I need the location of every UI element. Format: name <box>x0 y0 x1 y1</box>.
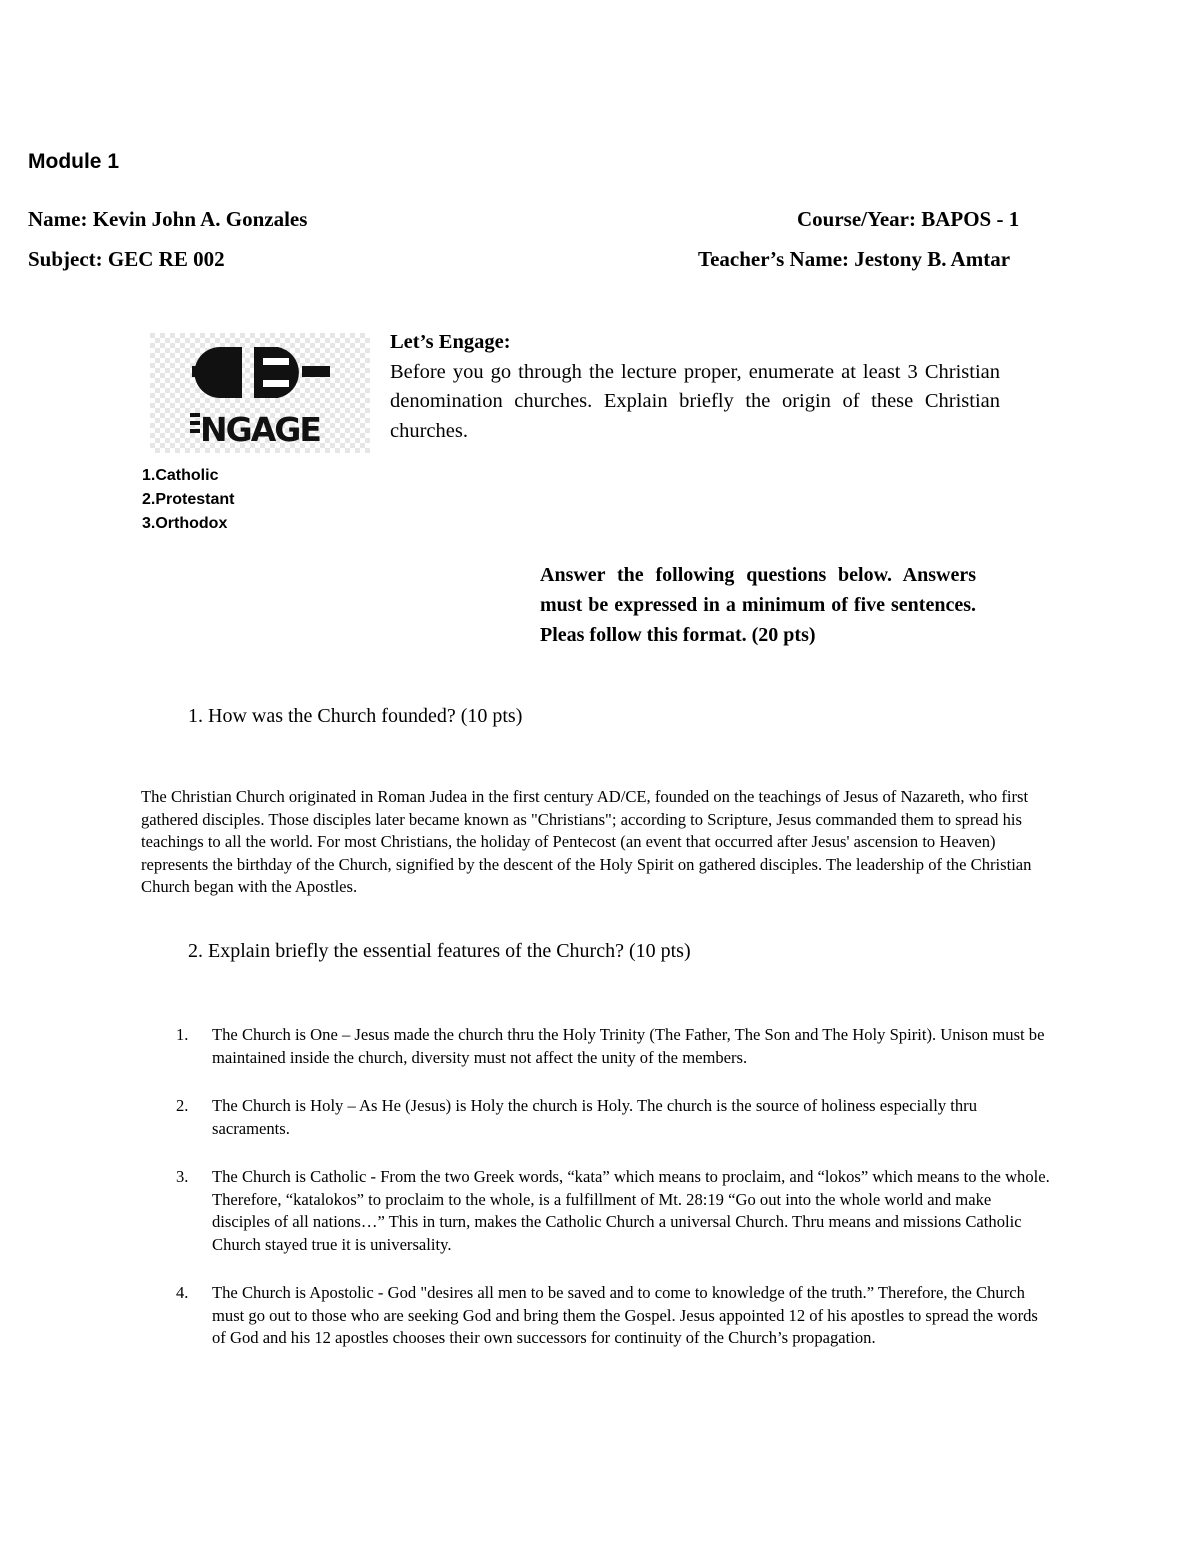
list-item: 1.Catholic <box>142 467 219 484</box>
engage-section <box>390 328 1000 446</box>
denomination-list <box>142 464 234 536</box>
student-name: Name: Kevin John A. Gonzales <box>28 207 308 231</box>
list-number: 4. <box>176 1283 189 1302</box>
feature-text: The Church is Catholic - From the two Greek words, “kata” which means to proclaim, and “lokos” which means to the whole. Therefore, “katalokos” to proclaim to the whole, is a fulfillment of Mt. 28:19 “Go out into the whole world and make disciples of all nations…” This in turn, makes the Catholic Church a universal Church. Thru means and missions Catholic Church stayed true it is universality. <box>212 1167 1050 1254</box>
list-number: 3. <box>176 1167 189 1186</box>
list-item <box>170 1024 1050 1069</box>
answer-1: The Christian Church originated in Roman Judea in the first century AD/CE, founded on the teachings of Jesus of Nazareth, who first gathered disciples. Those disciples later became known as "Christians"; according to Scripture, Jesus commanded them to spread his teachings to all the world. For most Christians, the holiday of Pentecost (an event that occurred after Jesus' ascension to Heaven) represents the birthday of the Church, signified by the descent of the Holy Spirit on gathered disciples. The leadership of the Christian Church began with the Apostles. <box>141 787 1032 896</box>
engage-instructions: Before you go through the lecture proper, enumerate at least 3 Christian denomination churches. Explain briefly the origin of these Christian churches. <box>390 360 1000 442</box>
course-year: Course/Year: BAPOS - 1 <box>797 207 1020 231</box>
church-features-list <box>170 1024 1050 1376</box>
list-item: 2.Protestant <box>142 491 235 508</box>
engage-logo <box>150 333 370 453</box>
list-number: 1. <box>176 1025 189 1044</box>
question-2: 2. Explain briefly the essential features of the Church? (10 pts) <box>188 940 691 962</box>
list-item <box>170 1282 1050 1350</box>
engage-heading: Let’s Engage: <box>390 331 511 353</box>
feature-text: The Church is Holy – As He (Jesus) is Holy the church is Holy. The church is the source of holiness especially thru sacraments. <box>212 1096 978 1138</box>
feature-text: The Church is Apostolic - God "desires all men to be saved and to come to knowledge of the truth.” Therefore, the Church must go out to those who are seeking God and bring them the Gospel. Jesus appointed 12 of his apostles to spread the words of God and his 12 apostles chooses their own successors for continuity of the Church’s propagation. <box>212 1283 1038 1347</box>
feature-text: The Church is One – Jesus made the church thru the Holy Trinity (The Father, The Son and The Holy Spirit). Unison must be maintained inside the church, diversity must not affect the unity of the members. <box>212 1025 1045 1067</box>
module-title: Module 1 <box>28 150 120 173</box>
teacher-name: Teacher’s Name: Jestony B. Amtar <box>698 247 1011 271</box>
subject: Subject: GEC RE 002 <box>28 247 225 271</box>
list-item <box>170 1166 1050 1256</box>
plug-icon <box>150 333 370 453</box>
list-number: 2. <box>176 1096 189 1115</box>
answer-instructions: Answer the following questions below. Answers must be expressed in a minimum of five sentences. Pleas follow this format. (20 pts) <box>540 564 976 646</box>
list-item: 3.Orthodox <box>142 515 228 532</box>
question-1: 1. How was the Church founded? (10 pts) <box>188 705 523 727</box>
engage-logo-text: NGAGE <box>200 410 320 449</box>
list-item <box>170 1095 1050 1140</box>
